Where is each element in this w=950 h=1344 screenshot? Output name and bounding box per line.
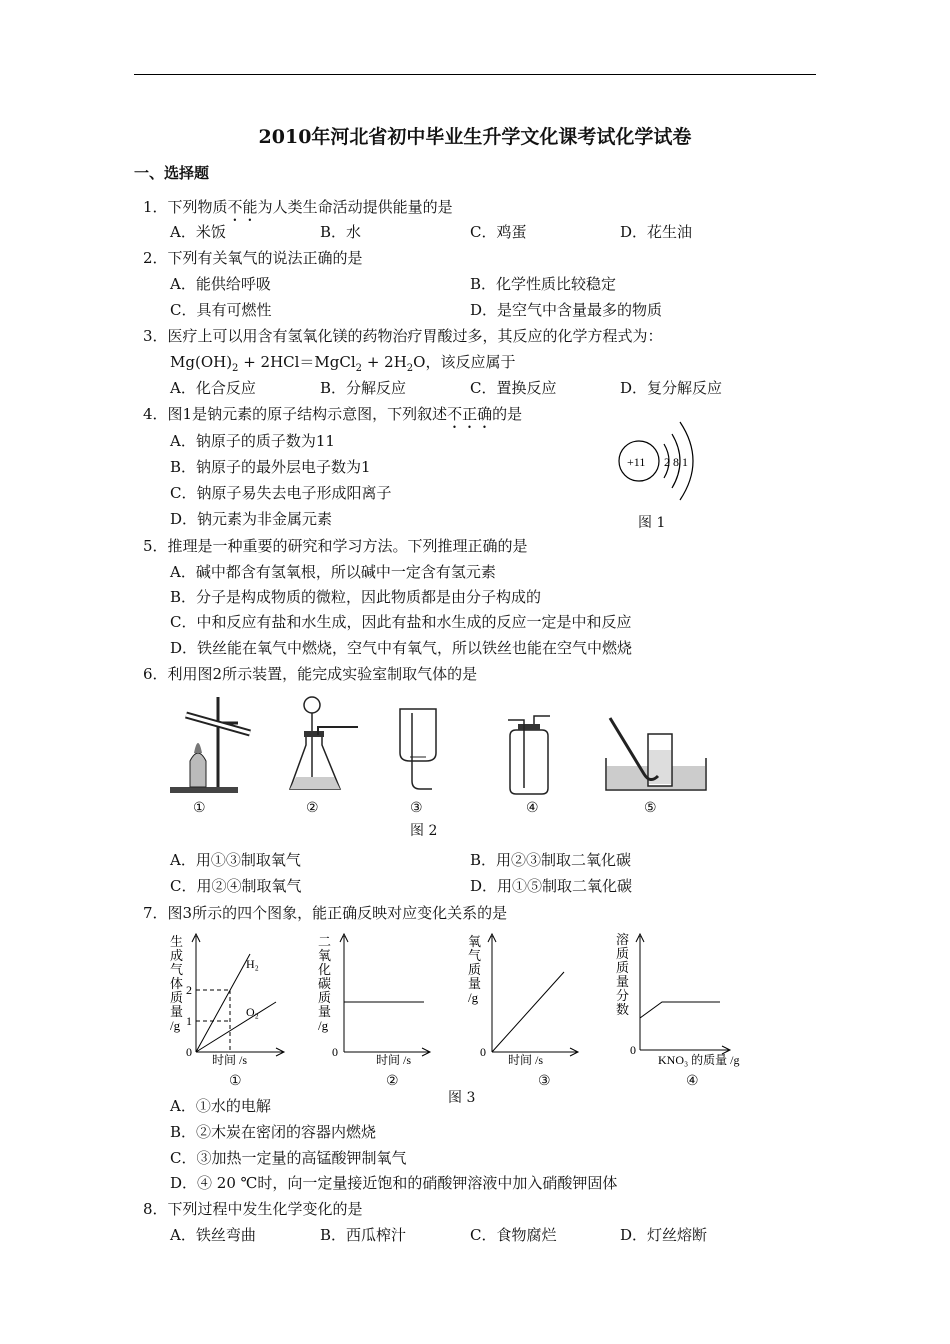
apparatus-5-label: ⑤ (644, 800, 657, 816)
g1-tick-2: 2 (186, 983, 192, 997)
g3-line (492, 972, 564, 1052)
q3-option-d: D．复分解反应 (620, 379, 723, 397)
g1-ylabel-4: 质 (170, 990, 184, 1005)
q7-option-d: D．④ 20 ℃时，向一定量接近饱和的硝酸钾溶液中加入硝酸钾固体 (170, 1174, 618, 1192)
graph-1-water-electrolysis (168, 932, 288, 1072)
q3-stem: 3．医疗上可以用含有氢氧化镁的药物治疗胃酸过多，其反应的化学方程式为： (143, 327, 663, 345)
g2-xlabel: 时间 /s (376, 1053, 412, 1067)
g2-ylabel-1: 氧 (318, 948, 332, 963)
q5-option-b: B．分子是构成物质的微粒，因此物质都是由分子构成的 (170, 588, 542, 606)
g2-number: ② (386, 1073, 399, 1089)
apparatus-4-gas-bottle (506, 712, 556, 796)
header-rule (134, 74, 816, 75)
apparatus-1-label: ① (193, 800, 206, 816)
q1-option-d: D．花生油 (620, 223, 693, 241)
q7-option-b: B．②木炭在密闭的容器内燃烧 (170, 1123, 377, 1141)
q2-option-a: A．能供给呼吸 (170, 275, 271, 293)
g1-ylabel-6: /g (170, 1018, 181, 1033)
apparatus-2-label: ② (306, 800, 319, 816)
q1-stem: 1．下列物质不能为人类生命活动提供能量的是 (143, 198, 453, 216)
g1-tick-1: 1 (186, 1014, 192, 1028)
figure2-caption: 图 2 (410, 823, 438, 839)
graph-2-carbon-burning (314, 932, 434, 1072)
q2-option-d: D．是空气中含量最多的物质 (470, 301, 663, 319)
page-title: 2010年河北省初中毕业生升学文化课考试化学试卷 (258, 126, 692, 148)
q6-option-d: D．用①⑤制取二氧化碳 (470, 877, 633, 895)
g3-xlabel: 时间 /s (508, 1053, 544, 1067)
g3-ylabel-2: 质 (468, 962, 482, 977)
q2-option-c: C．具有可燃性 (170, 301, 272, 319)
g1-ylabel-0: 生 (170, 934, 184, 949)
figure3-caption: 图 3 (448, 1090, 476, 1106)
q5-option-c: C．中和反应有盐和水生成，因此有盐和水生成的反应一定是中和反应 (170, 613, 632, 631)
q7-option-a: A．①水的电解 (170, 1097, 271, 1115)
q8-stem: 8．下列过程中发生化学变化的是 (143, 1200, 363, 1218)
q3-option-b: B．分解反应 (320, 379, 407, 397)
q1-option-b: B．水 (320, 223, 362, 241)
apparatus-5-water-trough (604, 714, 710, 796)
q7-stem: 7．图3所示的四个图象，能正确反映对应变化关系的是 (143, 904, 508, 922)
graph-4-kno3-solution (610, 932, 760, 1072)
g1-origin: 0 (186, 1045, 192, 1059)
nucleus-label: +11 (627, 455, 646, 469)
q2-option-b: B．化学性质比较稳定 (470, 275, 617, 293)
q6-stem: 6．利用图2所示装置，能完成实验室制取气体的是 (143, 665, 478, 683)
g3-number: ③ (538, 1073, 551, 1089)
g1-ylabel-2: 气 (170, 962, 184, 977)
g4-ylabel-0: 溶 (616, 932, 630, 947)
g2-ylabel-3: 碳 (318, 976, 332, 991)
electron-counts: 2 8 1 (664, 455, 688, 469)
apparatus-3-inverted-bottle (396, 705, 446, 795)
g2-ylabel-2: 化 (318, 962, 332, 977)
g3-ylabel-0: 氧 (468, 934, 482, 949)
q4-option-a: A．钠原子的质子数为11 (170, 432, 335, 450)
q3-equation: $Mg(OH)_2$ + 2HCl＝MgCl$_2$ + $2H_2O$，该反应属于 (170, 353, 516, 374)
sodium-atom-diagram (612, 418, 712, 508)
g4-xlabel: KNO₃ 的质量 /g (658, 1053, 740, 1067)
q4-option-c: C．钠原子易失去电子形成阳离子 (170, 484, 392, 502)
g4-ylabel-2: 质 (616, 960, 630, 975)
g2-ylabel-5: 量 (318, 1004, 332, 1019)
g2-origin: 0 (332, 1045, 338, 1059)
g4-number: ④ (686, 1073, 699, 1089)
q8-option-a: A．铁丝弯曲 (170, 1226, 256, 1244)
q6-option-c: C．用②④制取氧气 (170, 877, 302, 895)
g1-o2-line (196, 1002, 276, 1052)
g1-h2-label: H₂ (246, 957, 259, 971)
g1-o2-label: O₂ (246, 1005, 259, 1019)
q3-option-a: A．化合反应 (170, 379, 256, 397)
q5-option-d: D．铁丝能在氧气中燃烧，空气中有氧气，所以铁丝也能在空气中燃烧 (170, 639, 633, 657)
g1-ylabel-5: 量 (170, 1004, 184, 1019)
g4-ylabel-4: 分 (616, 988, 630, 1003)
q4-option-d: D．钠元素为非金属元素 (170, 510, 333, 528)
g4-origin: 0 (630, 1043, 636, 1057)
q6-option-a: A．用①③制取氧气 (170, 851, 301, 869)
q8-option-d: D．灯丝熔断 (620, 1226, 708, 1244)
g4-line (640, 1002, 720, 1018)
graph-3-potassium-permanganate (462, 932, 582, 1072)
g2-ylabel-6: /g (318, 1018, 329, 1033)
section-heading: 一、选择题 (134, 164, 210, 182)
q1-option-c: C．鸡蛋 (470, 223, 527, 241)
g1-number: ① (229, 1073, 242, 1089)
q8-option-b: B．西瓜榨汁 (320, 1226, 407, 1244)
figure1-caption: 图 1 (638, 515, 666, 531)
g1-h2-line (196, 954, 250, 1052)
q8-option-c: C．食物腐烂 (470, 1226, 557, 1244)
q2-stem: 2．下列有关氧气的说法正确的是 (143, 249, 363, 267)
apparatus-2-conical-flask (286, 693, 362, 797)
g1-ylabel-1: 成 (170, 948, 184, 963)
g3-ylabel-1: 气 (468, 948, 482, 963)
q7-option-c: C．③加热一定量的高锰酸钾制氧气 (170, 1149, 407, 1167)
q4-stem: 4．图1是钠元素的原子结构示意图，下列叙述不正确的是 (143, 405, 523, 423)
g3-ylabel-4: /g (468, 990, 479, 1005)
g1-ylabel-3: 体 (170, 976, 184, 991)
g2-ylabel-0: 二 (318, 934, 332, 949)
g4-ylabel-3: 量 (616, 974, 630, 989)
q1-option-a: A．米饭 (170, 223, 226, 241)
q5-stem: 5．推理是一种重要的研究和学习方法。下列推理正确的是 (143, 537, 528, 555)
q4-option-b: B．钠原子的最外层电子数为1 (170, 458, 371, 476)
q6-option-b: B．用②③制取二氧化碳 (470, 851, 632, 869)
g2-ylabel-4: 质 (318, 990, 332, 1005)
g3-origin: 0 (480, 1045, 486, 1059)
g3-ylabel-3: 量 (468, 976, 482, 991)
g4-ylabel-5: 数 (616, 1002, 630, 1017)
q3-option-c: C．置换反应 (470, 379, 557, 397)
apparatus-4-label: ④ (526, 800, 539, 816)
g4-ylabel-1: 质 (616, 946, 630, 961)
q5-option-a: A．碱中都含有氢氧根，所以碱中一定含有氢元素 (170, 563, 496, 581)
apparatus-3-label: ③ (410, 800, 423, 816)
g1-xlabel: 时间 /s (212, 1053, 248, 1067)
apparatus-1-heating-tube (168, 693, 258, 797)
